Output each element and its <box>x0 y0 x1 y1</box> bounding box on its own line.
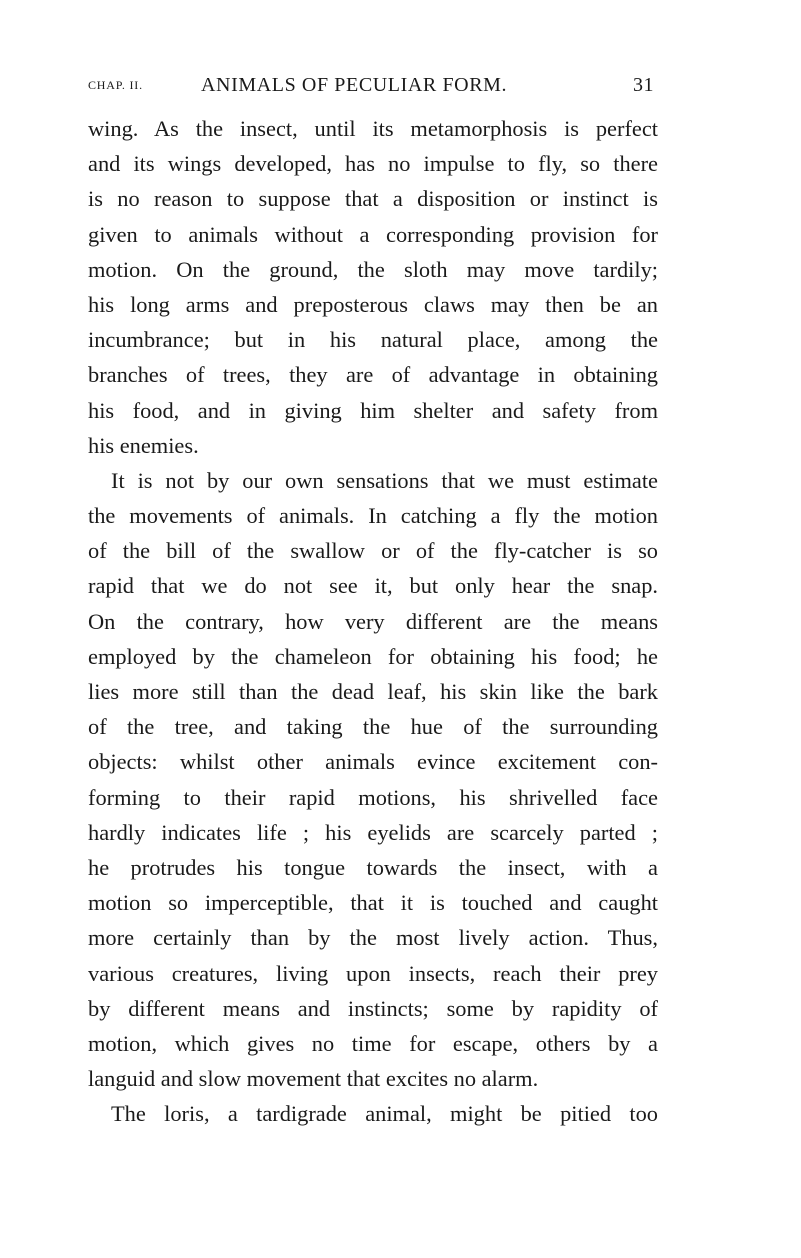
page-number: 31 <box>633 74 654 96</box>
text-line: of the tree, and taking the hue of the surrounding <box>88 714 658 740</box>
body-text <box>88 111 658 1131</box>
text-line-paragraph-start: The loris, a tardigrade animal, might be pitied too <box>111 1101 658 1127</box>
text-line: motion. On the ground, the sloth may move tardily; <box>88 256 658 282</box>
text-line: rapid that we do not see it, but only hear the snap. <box>88 573 658 599</box>
text-line: various creatures, living upon insects, reach their prey <box>88 960 658 986</box>
text-line: his food, and in giving him shelter and safety from <box>88 397 658 423</box>
text-line: On the contrary, how very different are the means <box>88 608 658 634</box>
text-line: motion, which gives no time for escape, others by a <box>88 1030 658 1056</box>
text-line: and its wings developed, has no impulse to fly, so there <box>88 151 658 177</box>
running-title: ANIMALS OF PECULIAR FORM. <box>201 74 508 96</box>
text-line: hardly indicates life ; his eyelids are scarcely parted ; <box>88 819 658 845</box>
text-line: forming to their rapid motions, his shrivelled face <box>88 784 658 810</box>
text-line: motion so imperceptible, that it is touched and caught <box>88 890 658 916</box>
text-line: given to animals without a corresponding provision for <box>88 221 658 247</box>
text-line: branches of trees, they are of advantage in obtaining <box>88 362 658 388</box>
text-line-paragraph-end: languid and slow movement that excites no alarm. <box>88 1066 539 1092</box>
text-line: he protrudes his tongue towards the insect, with a <box>88 854 658 880</box>
text-line: lies more still than the dead leaf, his skin like the bark <box>88 679 658 704</box>
text-line: of the bill of the swallow or of the fly-catcher is so <box>88 538 658 564</box>
text-line: objects: whilst other animals evince excitement con- <box>88 749 658 775</box>
text-line: by different means and instincts; some by rapidity of <box>88 995 658 1021</box>
text-line: the movements of animals. In catching a fly the motion <box>88 503 658 529</box>
text-line: more certainly than by the most lively action. Thus, <box>88 925 658 951</box>
text-line: incumbrance; but in his natural place, among the <box>88 327 658 353</box>
text-line: wing. As the insect, until its metamorphosis is perfect <box>88 116 658 141</box>
text-line: is no reason to suppose that a disposition or instinct is <box>88 186 658 212</box>
text-line-paragraph-start: It is not by our own sensations that we must estimate <box>111 467 658 493</box>
text-line: employed by the chameleon for obtaining his food; he <box>88 643 658 669</box>
chapter-label: CHAP. II. <box>88 78 143 92</box>
text-line: his long arms and preposterous claws may then be an <box>88 291 658 317</box>
running-head <box>88 74 654 100</box>
text-line-paragraph-end: his enemies. <box>88 432 199 458</box>
